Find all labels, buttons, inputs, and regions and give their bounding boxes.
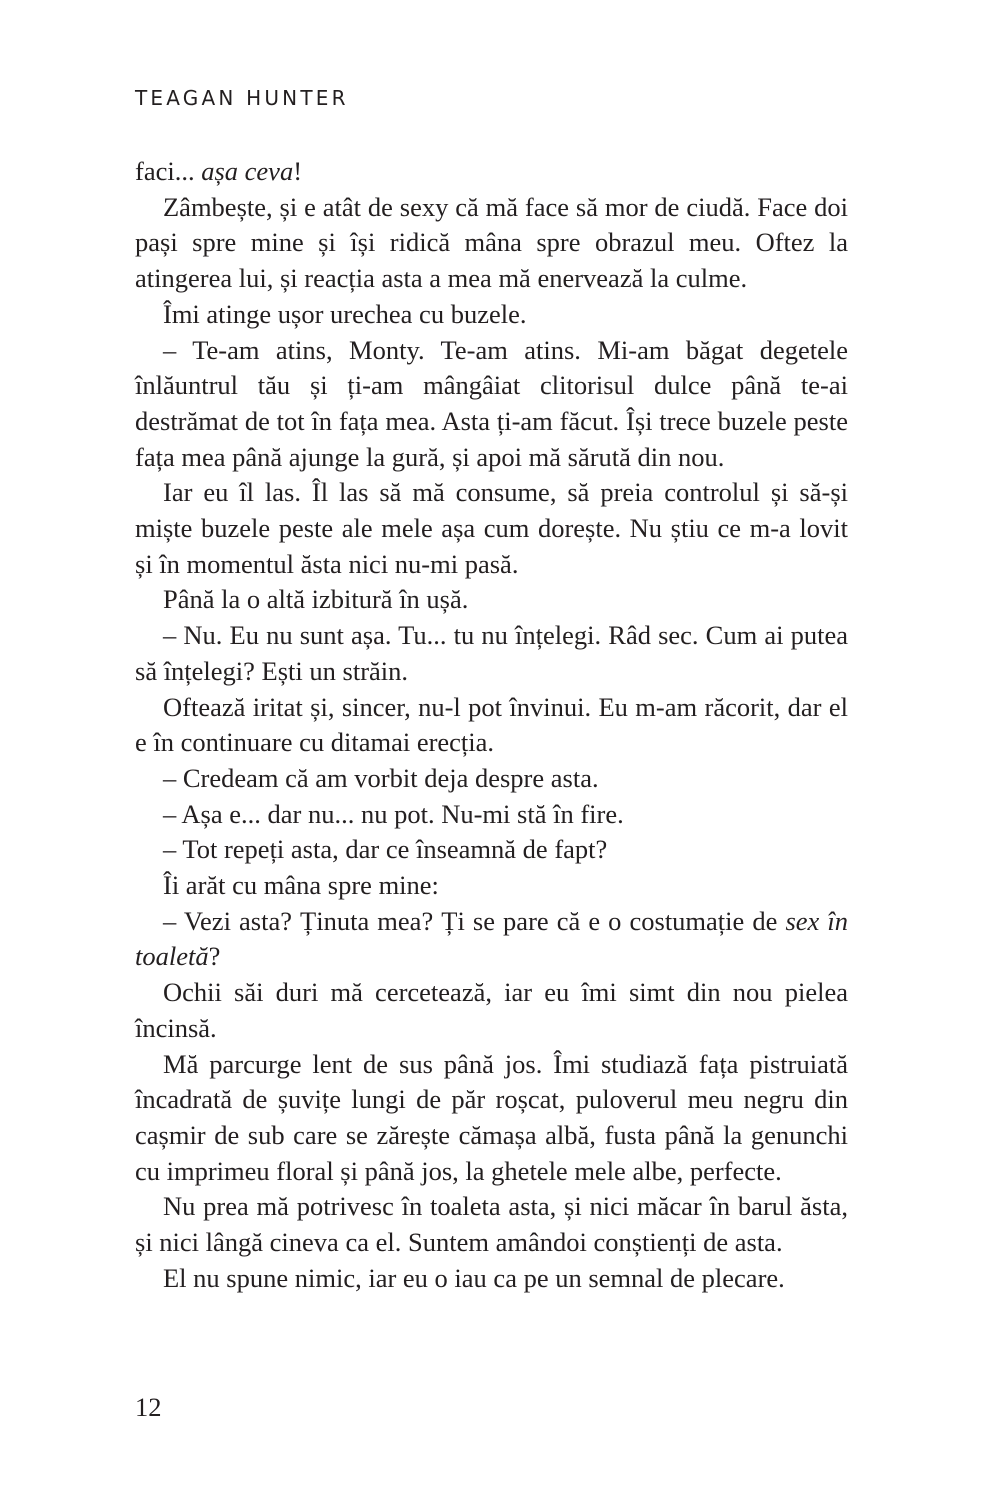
text-segment: Îi arăt cu mâna spre mine: [163, 870, 439, 901]
text-segment: Oftează iritat și, sincer, nu-l pot învinui. Eu m-am răcorit, dar el e în continuare cu ditamai erecția. [135, 691, 848, 758]
paragraph [135, 154, 848, 190]
italic-text: sex în toaletă [135, 905, 848, 972]
paragraph [135, 475, 848, 582]
paragraph [135, 975, 848, 1046]
paragraph [135, 1261, 848, 1297]
text-segment: Zâmbește, și e atât de sexy că mă face să mor de ciudă. Face doi pași spre mine și își ridică mâna spre obrazul meu. Oftez la atingerea lui, și reacția asta a mea mă enervează la culme. [135, 191, 848, 294]
text-segment: Iar eu îl las. Îl las să mă consume, să preia controlul și să-și miște buzele peste ale mele așa cum dorește. Nu știu ce m-a lovit și în momentul ăsta nici nu-mi pasă. [135, 477, 848, 579]
body-text [135, 154, 848, 1297]
paragraph [135, 761, 848, 797]
text-segment: – Nu. Eu nu sunt așa. Tu... tu nu înțelegi. Râd sec. Cum ai putea să înțelegi? Ești un străin. [135, 620, 848, 686]
italic-text: așa ceva [201, 156, 294, 186]
text-segment: Ochii săi duri mă cercetează, iar eu îmi simt din nou pielea încinsă. [135, 977, 848, 1043]
page-number: 12 [135, 1392, 162, 1422]
text-segment: ? [208, 941, 221, 972]
text-segment: – Așa e... dar nu... nu pot. Nu-mi stă în fire. [163, 798, 624, 829]
paragraph [135, 582, 848, 618]
paragraph [135, 618, 848, 689]
paragraph [135, 868, 848, 904]
paragraph [135, 190, 848, 297]
paragraph [135, 333, 848, 476]
text-segment: Îmi atinge ușor urechea cu buzele. [163, 298, 527, 329]
text-segment: faci... [135, 156, 202, 186]
paragraph [135, 297, 848, 333]
text-segment: Nu prea mă potrivesc în toaleta asta, și nici măcar în barul ăsta, și nici lângă cineva ca el. Suntem amândoi conștienți de asta. [135, 1191, 848, 1258]
text-segment: Până la o altă izbitură în ușă. [163, 584, 469, 615]
text-segment: – Vezi asta? Ținuta mea? Ți se pare că e o costumație de [163, 905, 786, 936]
paragraph [135, 690, 848, 761]
text-segment: – Tot repeți asta, dar ce înseamnă de fapt? [163, 834, 608, 865]
paragraph [135, 1047, 848, 1190]
paragraph [135, 832, 848, 868]
text-segment: – Te-am atins, Monty. Te-am atins. Mi-am băgat degetele înlăuntrul tău și ți-am mângâiat clitorisul dulce până te-ai destrămat de tot în fața mea. Asta ți-am făcut. Își trece buzele peste fața mea până ajunge la gură, și apoi mă sărută din nou. [135, 334, 848, 472]
text-segment: Mă parcurge lent de sus până jos. Îmi studiază fața pistruiată încadrată de șuvițe lungi de păr roșcat, puloverul meu negru din cașmir de sub care se zărește cămașa albă, fusta până la genunchi cu imprimeu floral și până jos, la ghetele mele albe, perfecte. [135, 1048, 848, 1186]
text-segment: El nu spune nimic, iar eu o iau ca pe un semnal de plecare. [163, 1262, 785, 1293]
text-segment: – Credeam că am vorbit deja despre asta. [163, 762, 599, 793]
paragraph [135, 904, 848, 975]
text-segment: ! [293, 156, 303, 186]
paragraph [135, 1189, 848, 1260]
running-head-author: TEAGAN HUNTER [135, 86, 349, 110]
paragraph [135, 797, 848, 833]
